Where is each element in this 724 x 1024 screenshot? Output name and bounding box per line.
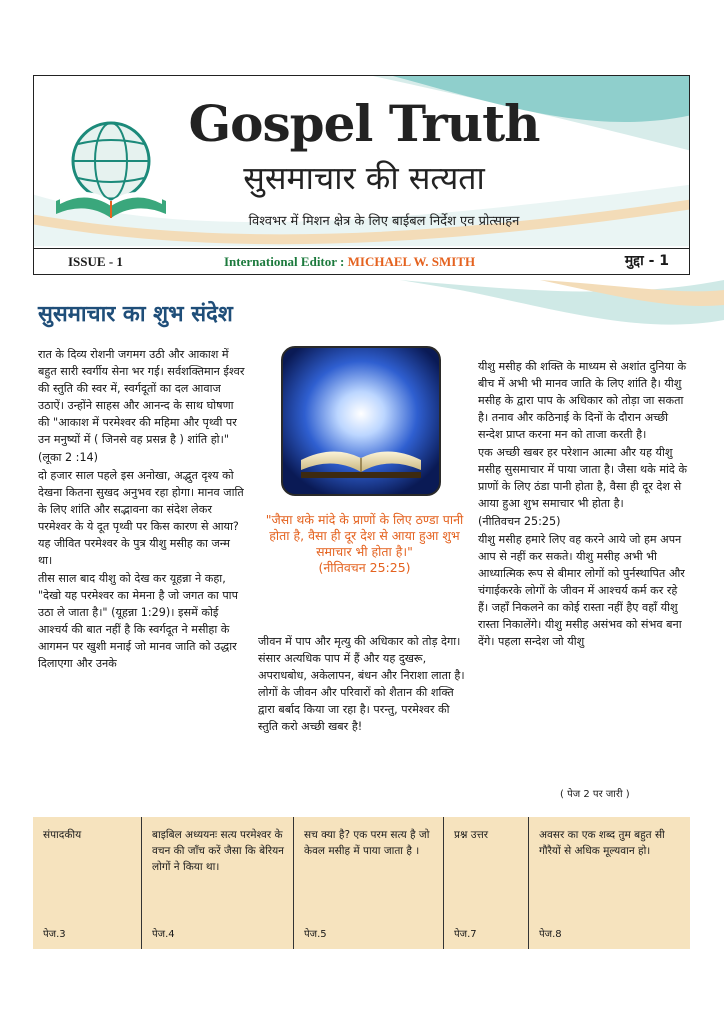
- issue-bar: [34, 248, 689, 275]
- scripture-reference: (नीतिवचन 25:25): [478, 515, 561, 528]
- paragraph: यीशु मसीह हमारे लिए वह करने आये जो हम अपन आप से नहीं कर सकते। यीशु मसीह अभी भी आध्यात्मिक रूप से बीमार लोगों को पुर्नस्थापित और चंगाईकरके लोगों के जीवन में आश्चर्य कर्म कर रहे हैं। जहाँ निकलने का कोई रास्ता नहीं हैए वहाँ यीशु रास्ता निकालेंगे। यीशु मसीह असंभव को संभव बना देंगे। पहला सन्देश जो यीशु: [478, 533, 685, 648]
- issue-number-english: ISSUE - 1: [68, 254, 123, 269]
- toc-item[interactable]: [293, 817, 443, 949]
- paragraph: यीशु मसीह की शक्ति के माध्यम से अशांत दुनिया के बीच में अभी भी मानव जाति के लिए शांति है। यीशु मसीह के द्वारा पाप के अधिकार को तोड़ा जा सकता है। तनाव और कठिनाई के दिनों के दौरान अच्छी सन्देश प्राप्त करना मन को ताजा करती है।: [478, 360, 687, 441]
- pull-quote-text: "जैसा थके मांदे के प्राणों के लिए ठण्डा पानी होता है, वैसा ही दूर देश से आया हुआ शुभ समाचार भी होता है।": [265, 512, 464, 559]
- article-column-2: [258, 633, 468, 736]
- article-column-3: [478, 358, 690, 651]
- paragraph: रात के दिव्य रोशनी जगमग उठी और आकाश में बहुत सारी स्वर्गीय सेना भर गई। सर्वशक्तिमान ईश्वर की स्तुति की स्वर में, स्वर्गदूतों का दल आवाज उठाऐं। उन्होंने साहस और आनन्द के साथ घोषणा की "आकाश में परमेश्वर की महिमा और पृथ्वी पर उन मनुष्यों में ( जिनसे वह प्रसन्न है ) शांति हो।": [38, 348, 245, 446]
- toc-item-title: अवसर का एक शब्द तुम बहुत सी गौरैयों से अधिक मूल्यवान हो।: [539, 829, 665, 857]
- toc-item-page: पेज.3: [43, 929, 66, 940]
- paragraph: दो हजार साल पहले इस अनोखा, अद्भुत दृश्य को देखना कितना सुखद अनुभव रहा होगा। मानव जाति के लिए शांति और सद्भावना का संदेश लेकर परमेश्वर के ये दूत पृथ्वी पर किस कारण से आया? यह जीवित परमेश्वर के पुत्र यीशु मसीह का जन्म था।: [38, 469, 244, 567]
- editor-label: International Editor :: [224, 254, 348, 269]
- toc-item-page: पेज.4: [152, 929, 175, 940]
- paragraph: एक अच्छी खबर हर परेशान आत्मा और यह यीशु मसीह सुसमाचार में पाया जाता है। जैसा थके मांदे के प्राणों के लिए ठंडा पानी होता है, वैसा ही दूर देश से आया हुआ शुभ समाचार भी होता है।: [478, 446, 687, 510]
- toc-item-title: प्रश्न उत्तर: [454, 829, 489, 841]
- masthead: [33, 75, 690, 275]
- paragraph: तीस साल बाद यीशु को देख कर यूहन्ना ने कहा, "देखो यह परमेश्वर का मेमना है जो जगत का पाप उठा ले जाता है।" (यूहन्ना 1:29)। इसमें कोई आश्चर्य की बात नहीं है कि स्वर्गदूत ने मसीहा के आगमन पर खुशी मनाई जो मानव जाति को उद्धार दिलाएगा और उनके: [38, 572, 238, 670]
- issue-number-hindi: मुद्दा - 1: [624, 253, 669, 269]
- table-of-contents: [33, 817, 690, 949]
- masthead-title-hindi: सुसमाचार की सत्यता: [243, 159, 485, 197]
- masthead-title-english: Gospel Truth: [188, 94, 540, 153]
- open-bible-light-image: [281, 346, 441, 496]
- toc-item-title: संपादकीय: [43, 829, 82, 841]
- editor-name: MICHAEL W. SMITH: [347, 254, 476, 269]
- toc-item-title: बाइबिल अध्ययनः सत्य परमेश्वर के वचन की जाँच करें जैसा कि बेरियन लोगों ने किया था।: [152, 829, 284, 873]
- toc-item[interactable]: [141, 817, 293, 949]
- article-title: सुसमाचार का शुभ संदेश: [38, 302, 233, 327]
- pull-quote: [262, 512, 467, 576]
- paragraph: जीवन में पाप और मृत्यु की अधिकार को तोड़ देगा। संसार अत्यधिक पाप में हैं और यह दुखरू, अपराधबोध, अकेलापन, बंधन और निराशा लाता है। लोगों के जीवन और परिवारों को शैतान की शक्ति द्वारा बर्बाद किया जा रहा है। परन्तु, परमेश्वर की स्तुति करो अच्छी खबर है!: [258, 635, 465, 733]
- toc-item[interactable]: [528, 817, 690, 949]
- pull-quote-reference: (नीतिवचन 25:25): [318, 560, 411, 575]
- toc-item-page: पेज.7: [454, 929, 477, 940]
- toc-item-title: सच क्या है? एक परम सत्य है जो केवल मसीह में पाया जाता है ।: [304, 829, 430, 857]
- toc-item-page: पेज.5: [304, 929, 327, 940]
- international-editor: [224, 254, 475, 270]
- article-column-1: [38, 346, 246, 673]
- continued-on-page-note: ( पेज 2 पर जारी ): [560, 789, 630, 800]
- scripture-reference: (लूका 2 :14): [38, 451, 99, 464]
- toc-item-page: पेज.8: [539, 929, 562, 940]
- toc-item[interactable]: [443, 817, 528, 949]
- open-bible-icon: [283, 348, 439, 494]
- masthead-tagline: विश्वभर में मिशन क्षेत्र के लिए बाईबल निर्देश एव प्रोत्साहन: [248, 214, 520, 229]
- toc-item[interactable]: [33, 817, 141, 949]
